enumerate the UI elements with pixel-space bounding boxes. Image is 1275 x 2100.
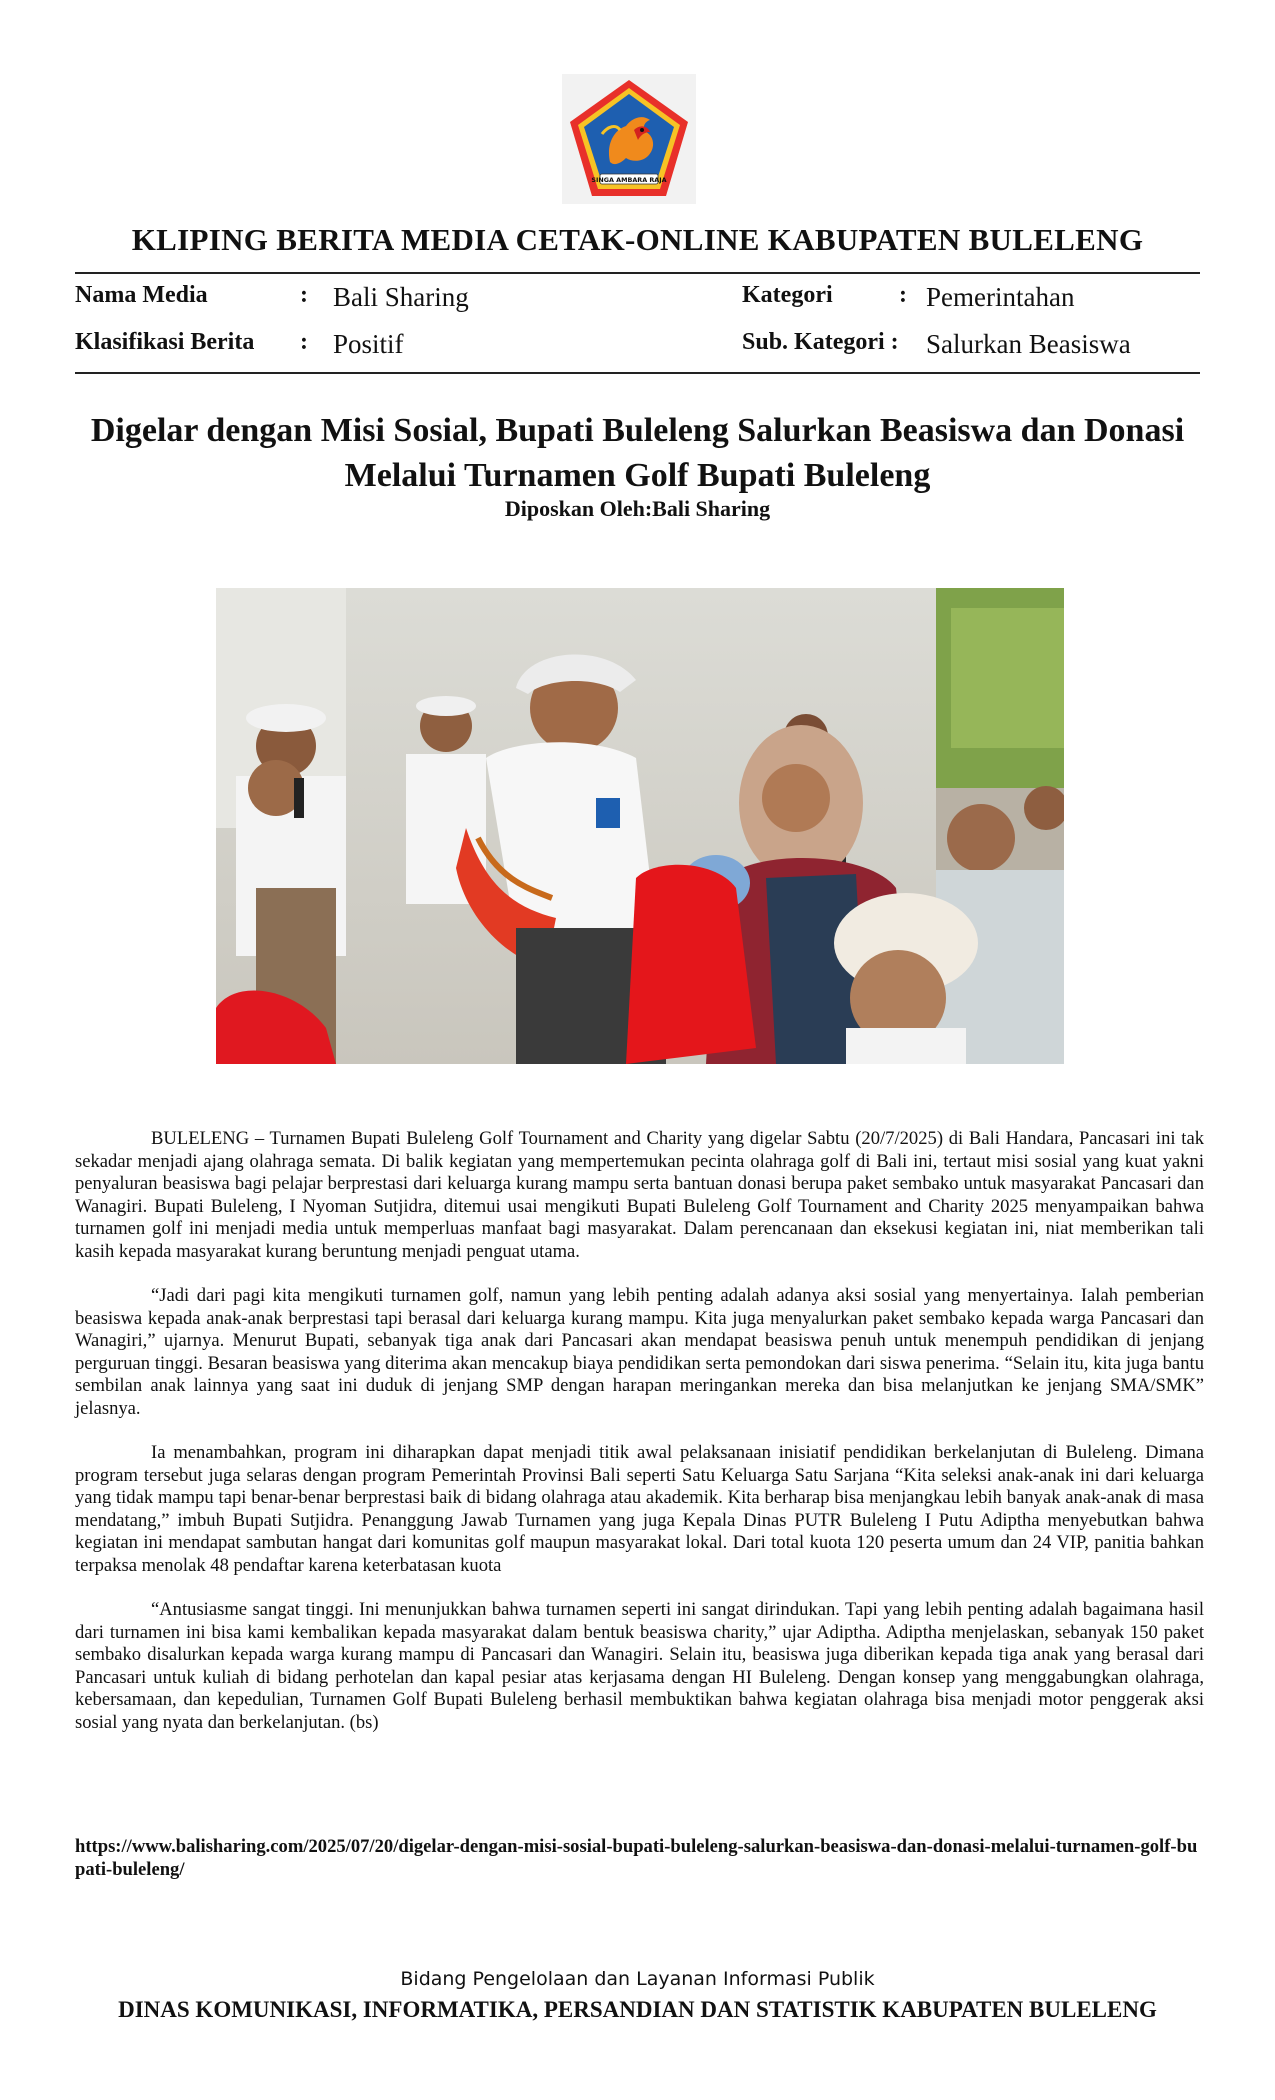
article-paragraph-4: “Antusiasme sangat tinggi. Ini menunjukkan bahwa turnamen seperti ini sangat dirindukan. Tapi yang lebih penting adalah bagaimana hasil dari turnamen ini bisa kami kembalikan kepada masyarakat dalam bentuk beasiswa charity,” ujar Adiptha. Adiptha menjelaskan, sebanyak 150 paket sembako disalurkan kepada warga kurang mampu di Pancasari dan Wanagiri. Selain itu, beasiswa juga diberikan kepada tiga anak yang berasal dari Pancasari untuk kuliah di bidang perhotelan dan kapal pesiar atas kerjasama dengan HI Buleleng. Dengan konsep yang menggabungkan olahraga, kebersamaan, dan kepedulian, Turnamen Golf Bupati Buleleng berhasil membuktikan bahwa kegiatan olahraga bisa menjadi motor penggerak aksi sosial yang nyata dan berkelanjutan. (bs) [75, 1599, 1204, 1733]
kliping-header-title: KLIPING BERITA MEDIA CETAK-ONLINE KABUPATEN BULELENG [131, 222, 1144, 257]
buleleng-emblem-logo [562, 74, 696, 204]
article-paragraph-1: BULELENG – Turnamen Bupati Buleleng Golf Tournament and Charity yang digelar Sabtu (20/7/2025) di Bali Handara, Pancasari ini tak sekadar menjadi ajang olahraga semata. Di balik kegiatan yang mempertemukan pecinta olahraga golf di Bali ini, tertaut misi sosial yang kuat yakni penyaluran beasiswa bagi pelajar berprestasi dari keluarga kurang mampu serta bantuan donasi berupa paket sembako untuk masyarakat Pancasari dan Wanagiri. Bupati Buleleng, I Nyoman Sutjidra, ditemui usai mengikuti Bupati Buleleng Golf Tournament and Charity 2025 menyampaikan bahwa turnamen golf ini menjadi media untuk memperluas manfaat bagi masyarakat. Dalam perencanaan dan eksekusi kegiatan ini, niat memberikan tali kasih kepada masyarakat kurang beruntung menjadi penguat utama. [75, 1128, 1204, 1262]
article-headline: Digelar dengan Misi Sosial, Bupati Buleleng Salurkan Beasiswa dan Donasi Melalui Turnamen Golf Bupati Buleleng [90, 412, 1185, 494]
footer-agency: DINAS KOMUNIKASI, INFORMATIKA, PERSANDIAN DAN STATISTIK KABUPATEN BULELENG [118, 1997, 1157, 2022]
klasifikasi-berita-label: Klasifikasi Berita [75, 329, 255, 355]
news-photo [216, 588, 1064, 1064]
header-divider-top [75, 272, 1200, 274]
article-paragraph-2: “Jadi dari pagi kita mengikuti turnamen golf, namun yang lebih penting adalah adanya aksi sosial yang menyertainya. Ialah pemberian beasiswa kepada anak-anak berprestasi tapi berasal dari keluarga kurang mampu. Kita juga menyalurkan paket sembako kepada warga Pancasari dan Wanagiri,” ujarnya. Menurut Bupati, sebanyak tiga anak dari Pancasari akan mendapat beasiswa penuh untuk menempuh pendidikan di jenjang perguruan tinggi. Besaran beasiswa yang diterima akan mencakup biaya pendidikan serta pemondokan dari siswa penerima. “Selain itu, kita juga bantu sembilan anak lainnya yang saat ini duduk di jenjang SMP dengan harapan meringankan mereka dan bisa melanjutkan ke jenjang SMA/SMK” jelasnya. [75, 1285, 1204, 1419]
kategori-value: Pemerintahan [926, 282, 1075, 312]
article-byline: Diposkan Oleh:Bali Sharing [504, 496, 771, 521]
source-url-link[interactable]: https://www.balisharing.com/2025/07/20/digelar-dengan-misi-sosial-bupati-buleleng-salurkan-beasiswa-dan-donasi-melalui-turnamen-golf-bupati-buleleng/ [75, 1836, 1198, 1880]
article-paragraph-3: Ia menambahkan, program ini diharapkan dapat menjadi titik awal pelaksanaan inisiatif pendidikan berkelanjutan di Buleleng. Dimana program tersebut juga selaras dengan program Pemerintah Provinsi Bali seperti Satu Keluarga Satu Sarjana “Kita seleksi anak-anak ini dari keluarga yang tidak mampu tapi benar-benar berprestasi baik di bidang olahraga atau akademik. Kita berharap bisa menjangkau lebih banyak anak-anak di masa mendatang,” imbuh Bupati Sutjidra. Penanggung Jawab Turnamen yang juga Kepala Dinas PUTR Buleleng I Putu Adiptha menyebutkan bahwa kegiatan ini mendapat sambutan hangat dari komunitas golf maupun masyarakat lokal. Dari total kuota 120 peserta umum dan 24 VIP, panitia bahkan terpaksa menolak 48 pendaftar karena keterbatasan kuota [75, 1442, 1204, 1576]
footer-unit: Bidang Pengelolaan dan Layanan Informasi Publik [400, 1968, 875, 1990]
article-body [75, 1128, 1204, 1756]
sub-kategori-label: Sub. Kategori : [742, 329, 899, 355]
logo-motto-text: SINGA AMBARA RAJA [591, 176, 667, 184]
kategori-colon: : [899, 282, 907, 308]
nama-media-colon: : [300, 282, 308, 308]
kategori-label: Kategori [742, 282, 833, 308]
nama-media-value: Bali Sharing [333, 282, 469, 312]
header-divider-bottom [75, 372, 1200, 374]
klasifikasi-berita-value: Positif [333, 329, 404, 359]
klasifikasi-berita-colon: : [300, 329, 308, 355]
nama-media-label: Nama Media [75, 282, 208, 308]
sub-kategori-value: Salurkan Beasiswa [926, 329, 1131, 359]
